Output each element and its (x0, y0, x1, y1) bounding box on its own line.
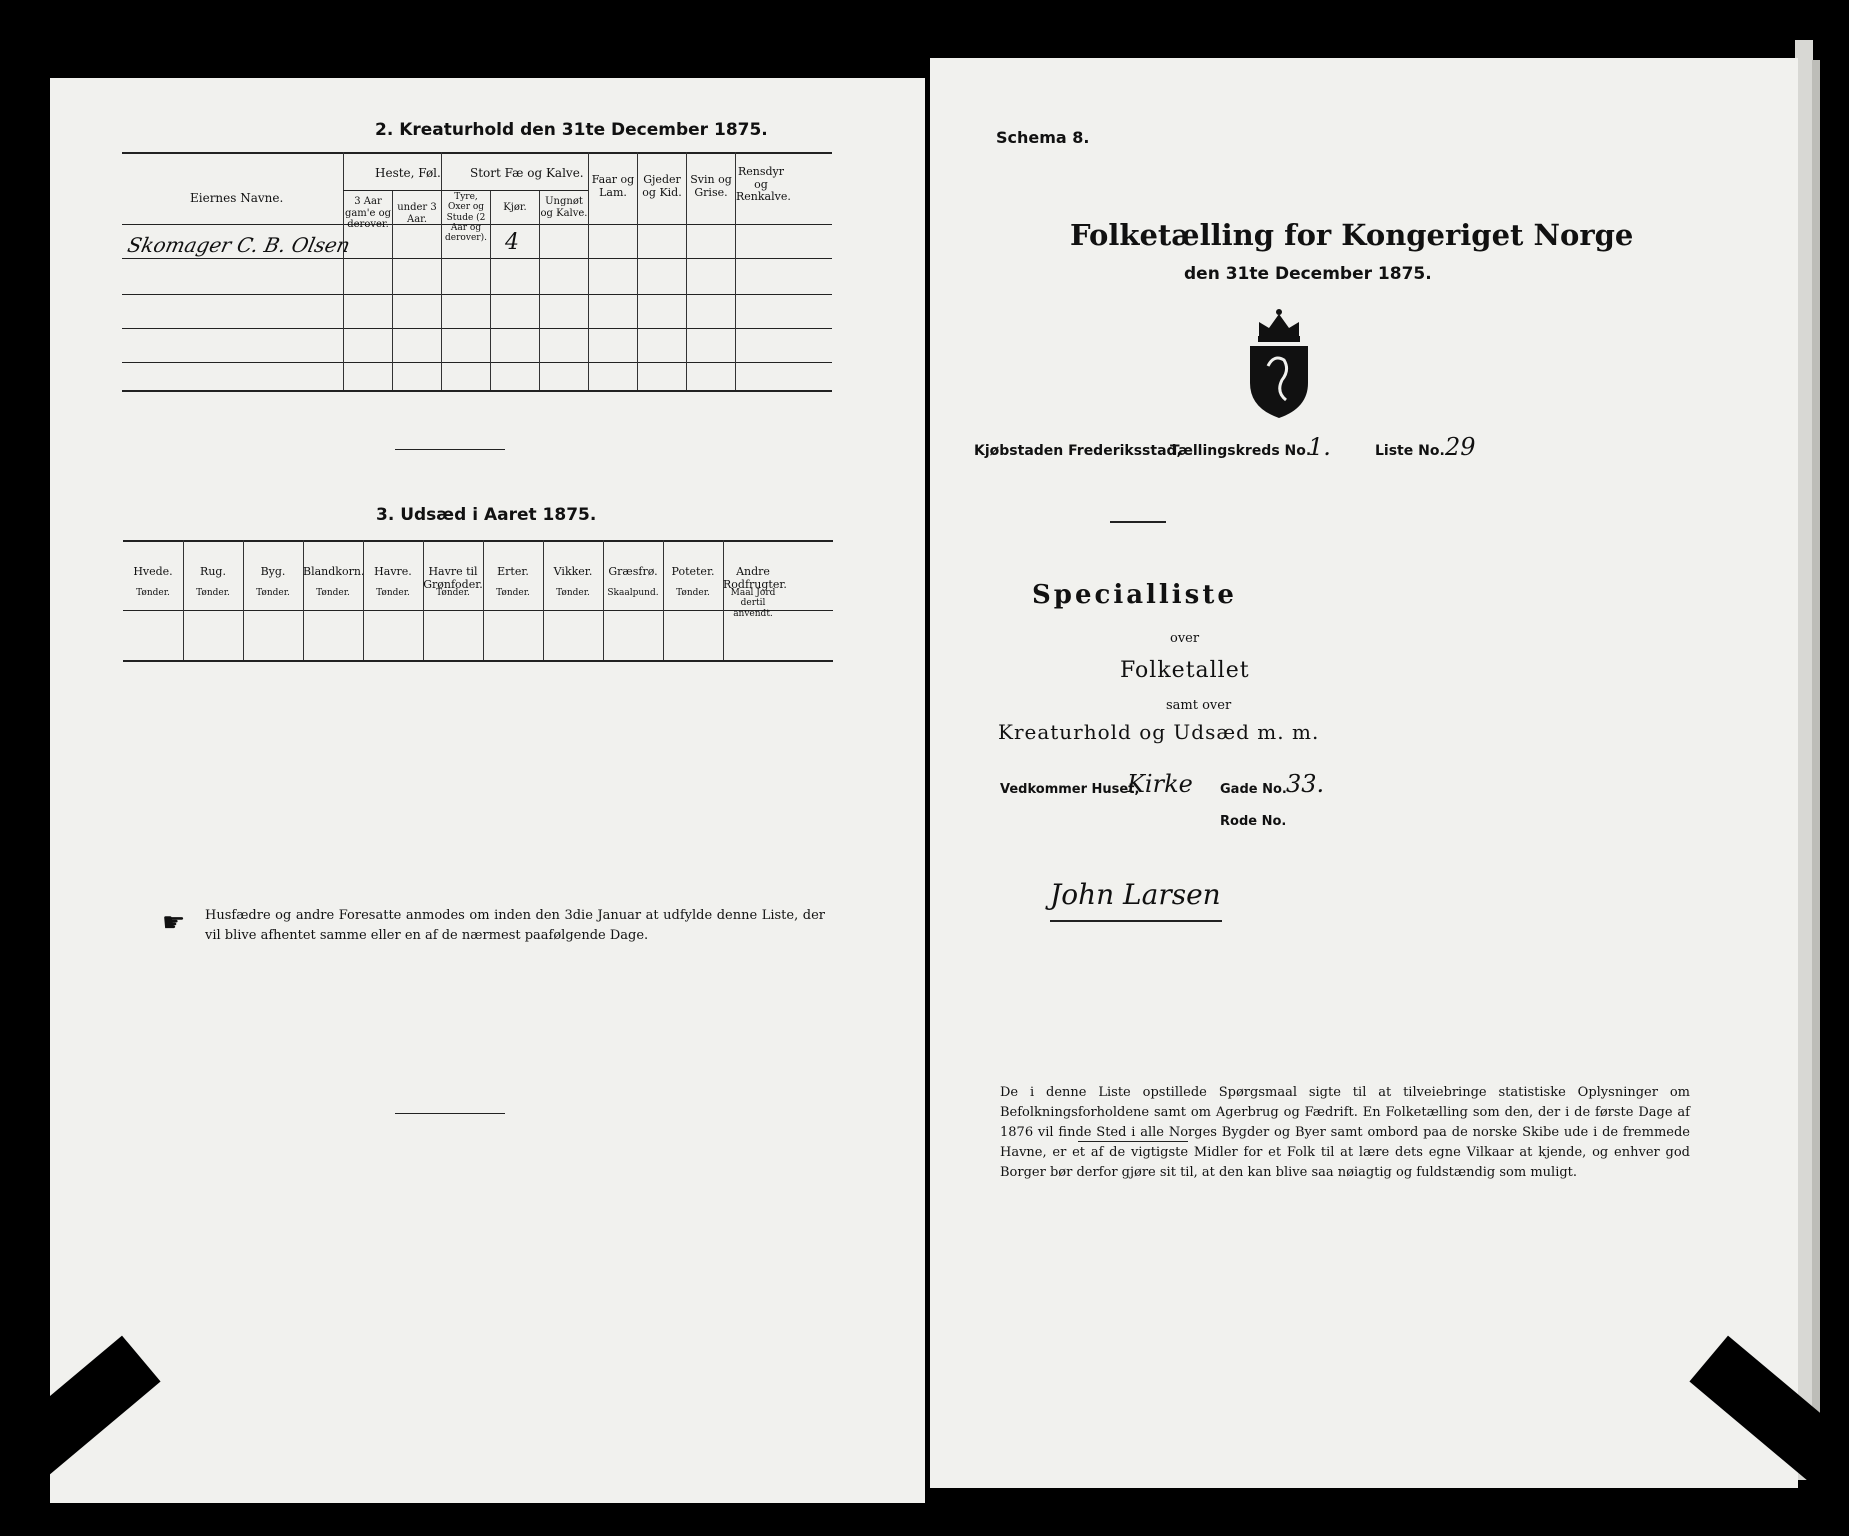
table2-col-rule (343, 152, 344, 390)
seed-col-name: Andre Rodfrugter. (723, 565, 787, 591)
sub-horse-old-header: 3 Aar gam'e og derover. (344, 196, 392, 230)
table2-col-rule (490, 190, 491, 390)
cows-entry: 4 (505, 230, 519, 255)
col-sheep-header: Faar og Lam. (591, 173, 635, 199)
gade-value: 33. (1286, 770, 1325, 798)
table2-top-rule (122, 152, 832, 154)
signature: John Larsen (1050, 878, 1221, 911)
seed-col-unit: Tønder. (316, 588, 350, 598)
group-horses-header: Heste, Føl. (375, 166, 441, 180)
list-value: 29 (1445, 433, 1476, 461)
seed-col-name: Blandkorn. (303, 565, 365, 578)
separator (395, 1113, 505, 1114)
col-goats-header: Gjeder og Kid. (642, 173, 682, 199)
sub-cows-header: Kjør. (503, 202, 527, 213)
separator (1078, 1141, 1188, 1142)
table3-col-rule (423, 540, 424, 660)
table2-row-rule (122, 294, 832, 295)
table3-col-rule (663, 540, 664, 660)
document-title: Folketælling for Kongeriget Norge (1070, 218, 1634, 252)
table3-col-rule (303, 540, 304, 660)
table2-group-rule (343, 190, 588, 191)
seed-col-unit: Tønder. (496, 588, 530, 598)
city-label: Kjøbstaden Frederiksstad, (974, 443, 1182, 459)
seed-col-name: Vikker. (553, 565, 593, 578)
notice-text: Husfædre og andre Foresatte anmodes om inden den 3die Januar at udfylde denne Liste, der vil blive afhentet samme eller en af de nærmest paafølgende Dage. (205, 908, 825, 943)
seed-col-unit: Tønder. (196, 588, 230, 598)
seed-col-unit: Tønder. (136, 588, 170, 598)
folketallet-text: Folketallet (1120, 658, 1250, 683)
col-owner-header: Eiernes Navne. (190, 191, 284, 205)
kreaturhold-text: Kreaturhold og Udsæd m. m. (998, 720, 1320, 744)
separator (395, 449, 505, 450)
group-cattle-header: Stort Fæ og Kalve. (470, 166, 584, 180)
table3-col-rule (243, 540, 244, 660)
seed-col-name: Poteter. (671, 565, 715, 578)
seed-col-unit: Tønder. (436, 588, 470, 598)
section3-title: 3. Udsæd i Aaret 1875. (376, 505, 597, 525)
samt-over-text: samt over (1166, 698, 1232, 713)
seed-col-unit: Tønder. (556, 588, 590, 598)
table3-col-rule (603, 540, 604, 660)
district-value: 1. (1308, 433, 1331, 461)
seed-col-unit: Tønder. (676, 588, 710, 598)
seed-col-name: Byg. (260, 565, 286, 578)
table3-bottom-rule (123, 660, 833, 662)
col-pigs-header: Svin og Grise. (690, 173, 732, 199)
seed-col-name: Hvede. (133, 565, 173, 578)
gade-label: Gade No. (1220, 782, 1287, 797)
sub-horse-young-header: under 3 Aar. (397, 202, 437, 225)
list-label: Liste No. (1375, 443, 1445, 459)
separator (1110, 521, 1166, 523)
table2-row-rule (122, 258, 832, 259)
right-page (930, 58, 1798, 1488)
seed-col-name: Rug. (200, 565, 226, 578)
seed-col-unit: Skaalpund. (607, 588, 659, 598)
table2-col-rule (539, 190, 540, 390)
street-value: Kirke (1127, 770, 1193, 798)
rode-label: Rode No. (1220, 814, 1287, 829)
table2-row-rule (122, 328, 832, 329)
house-label: Vedkommer Huset, (1000, 782, 1140, 797)
sub-bulls-header: Tyre, Oxer og Stude (2 Aar og derover). (445, 192, 487, 244)
district-label: Tællingskreds No. (1170, 443, 1312, 459)
table3-col-rule (363, 540, 364, 660)
left-page (50, 78, 925, 1503)
specialliste-title: Specialliste (1032, 580, 1237, 610)
section2-title: 2. Kreaturhold den 31te December 1875. (375, 120, 768, 140)
table3-col-rule (543, 540, 544, 660)
sub-young-header: Ungnøt og Kalve. (540, 196, 588, 219)
table3-top-rule (123, 540, 833, 542)
seed-col-unit: Maal Jord dertil anvendt. (730, 588, 776, 619)
schema-label: Schema 8. (996, 128, 1090, 147)
table3-col-rule (483, 540, 484, 660)
col-reindeer-header: Rensdyr og Renkalve. (736, 165, 791, 204)
seed-col-name: Græsfrø. (608, 565, 658, 578)
norway-coat-of-arms-icon (1244, 308, 1314, 420)
explanatory-paragraph: De i denne Liste opstillede Spørgsmaal sigte til at tilveiebringe statistiske Oplysninger om Befolkningsforholdene samt om Agerbrug og Fædrift. En Folketælling som den, der i de første Dage af 1876 vil finde Sted i alle Norges Bygder og Byer samt ombord paa de norske Skibe ude i de fremmede Havne, er et af de vigtigste Midler for et Folk til at lære dets egne Vilkaar at kjende, og enhver god Borger bør derfor gjøre sit til, at den kan blive saa nøiagtig og fuldstændig som muligt. (1000, 1085, 1690, 1180)
over-text: over (1170, 631, 1200, 646)
owner-entry: Skomager C. B. Olsen (125, 233, 353, 257)
table2-col-rule (441, 152, 442, 390)
seed-col-unit: Tønder. (256, 588, 290, 598)
table2-row-rule (122, 362, 832, 363)
document-date: den 31te December 1875. (1184, 264, 1432, 284)
seed-col-name: Havre. (374, 565, 412, 578)
seed-col-name: Erter. (497, 565, 529, 578)
pointing-hand-icon: ☛ (162, 908, 186, 938)
signature-rule (1050, 920, 1222, 922)
seed-col-unit: Tønder. (376, 588, 410, 598)
page-stack-edge (1812, 60, 1820, 1460)
table3-col-rule (183, 540, 184, 660)
table2-bottom-rule (122, 390, 832, 392)
seed-col-name: Havre til Grønfoder. (423, 565, 483, 591)
